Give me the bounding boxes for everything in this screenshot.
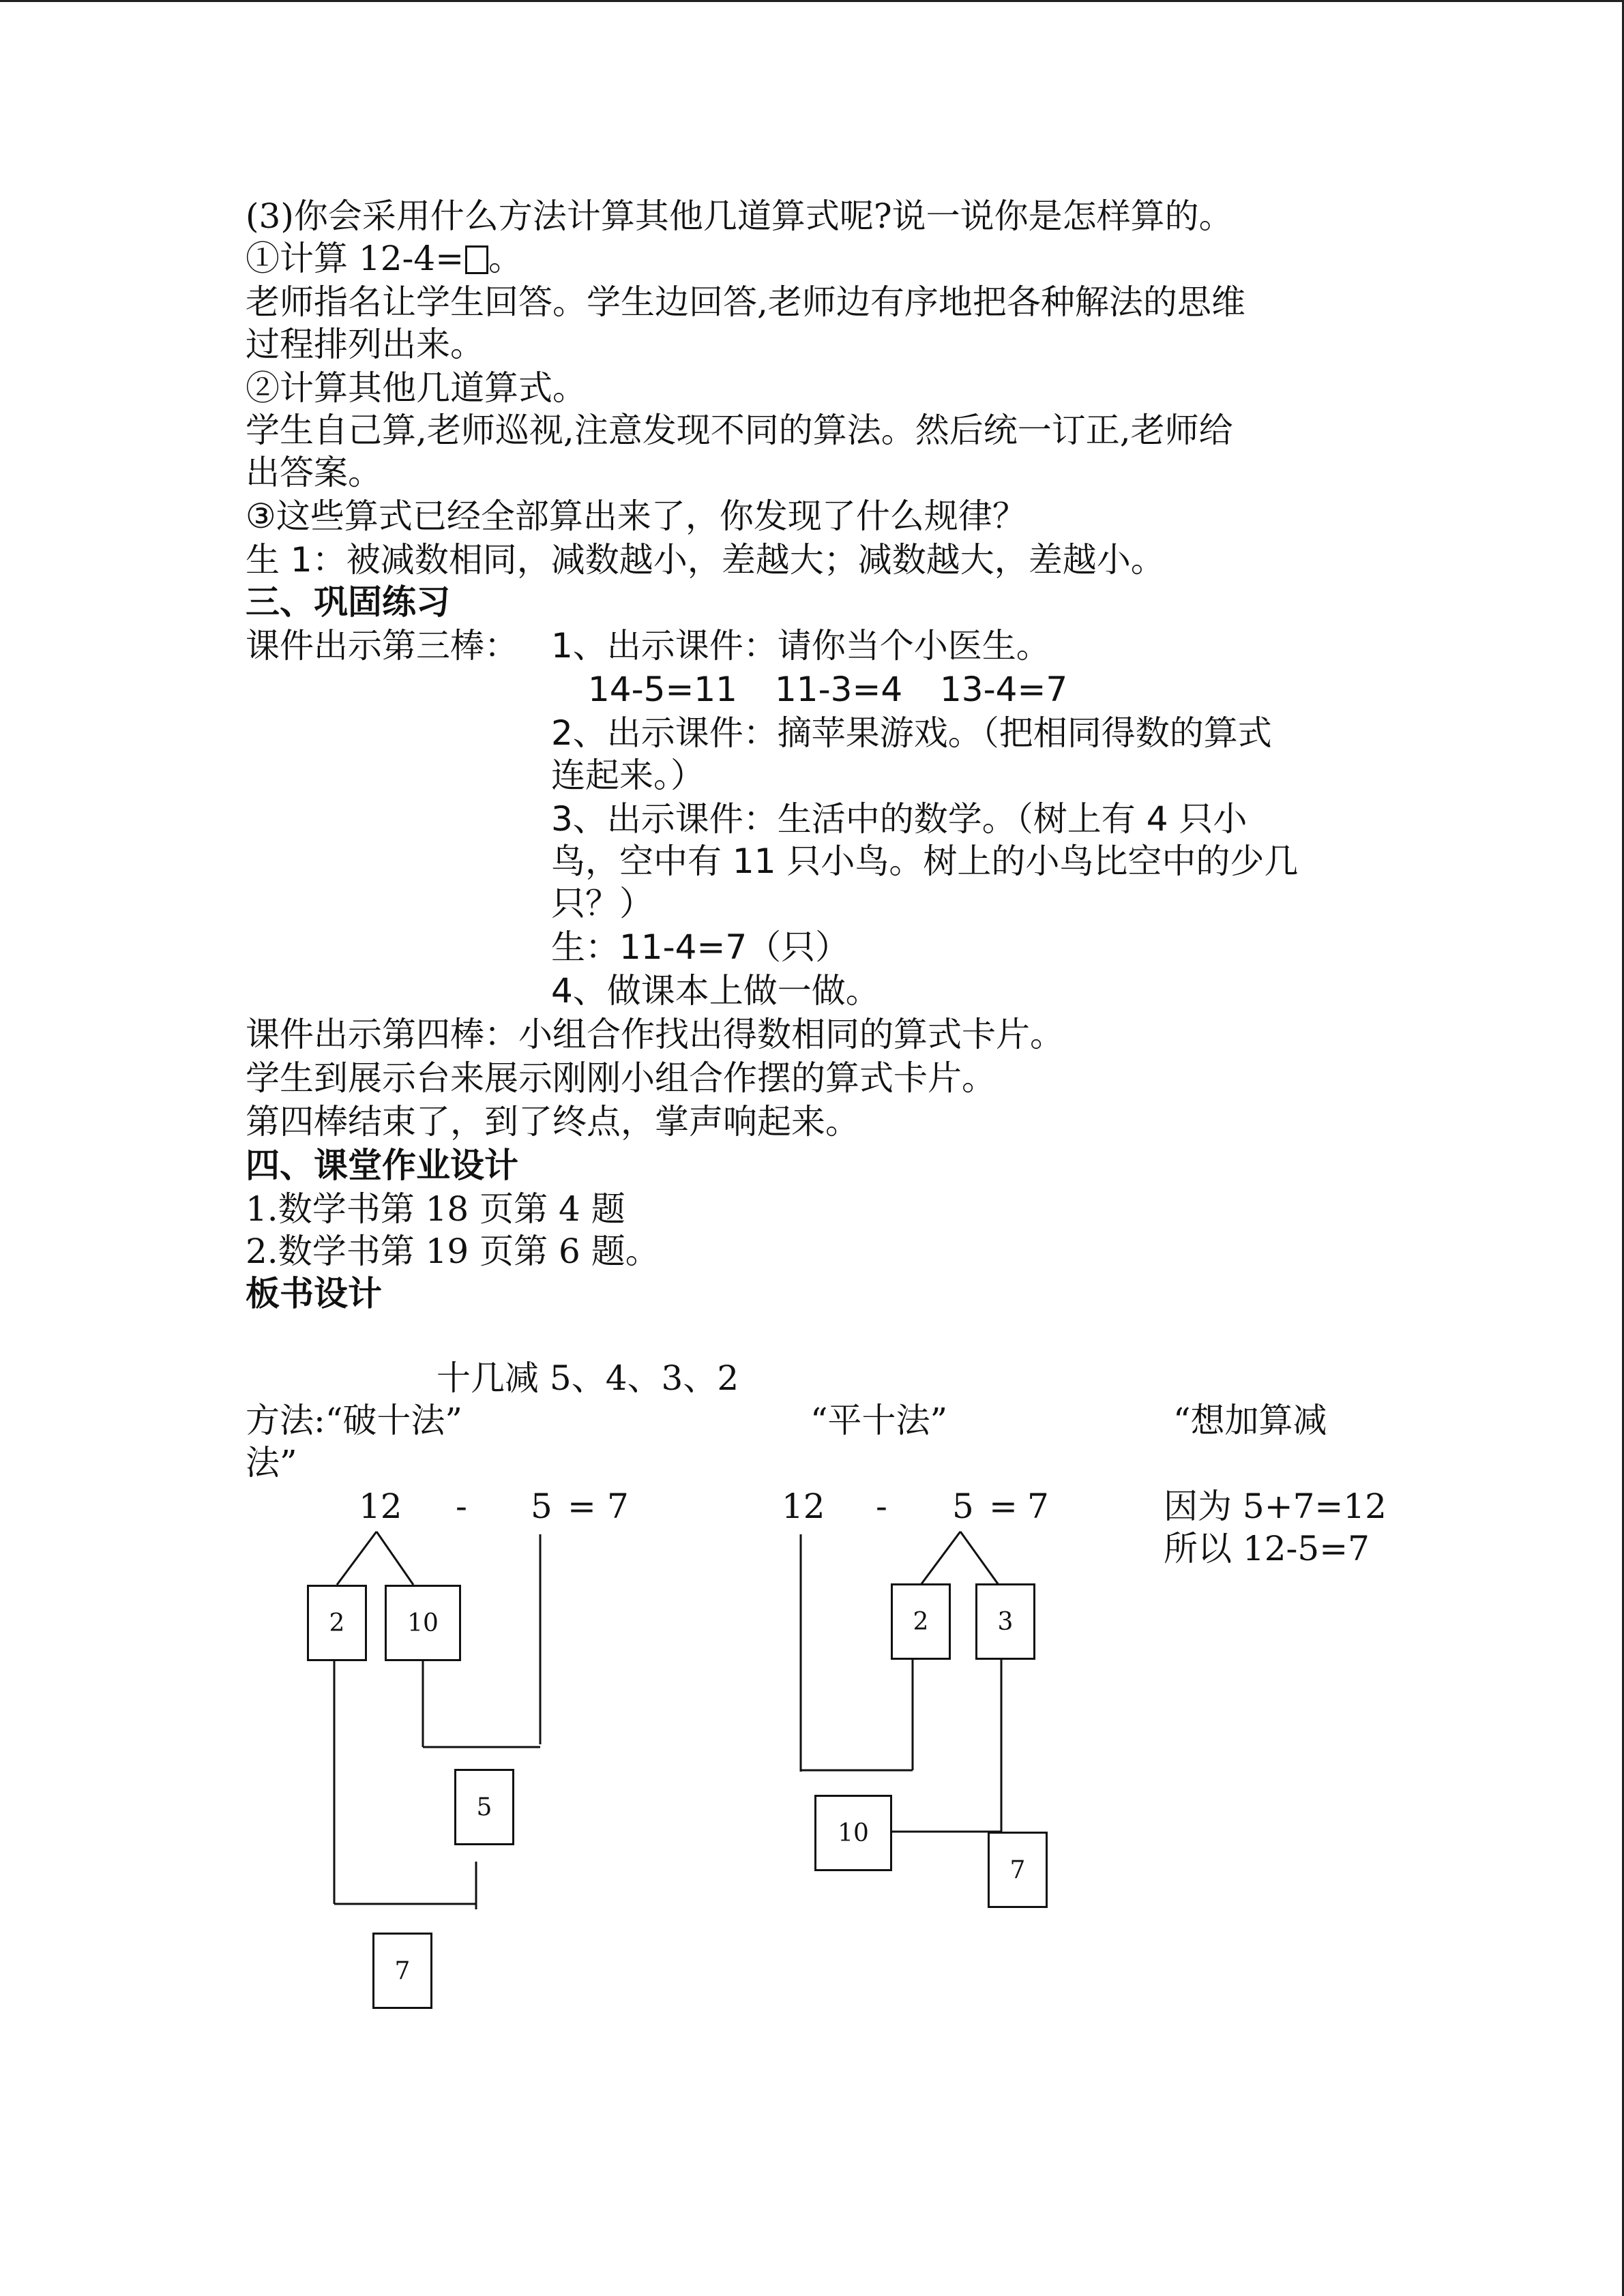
practice-item-3-b: 鸟，空中有 11 只小鸟。树上的小鸟比空中的少几 [551,841,1299,881]
d2-minus: - [876,1487,887,1526]
homework-heading: 四、课堂作业设计 [246,1146,518,1185]
equation-1: 14-5=11 [588,670,737,709]
d2-number-7: 7 [1027,1487,1049,1526]
show-cards: 学生到展示台来展示刚刚小组合作摆的算式卡片。 [246,1058,996,1098]
d1-minus: - [456,1487,467,1526]
question-3: (3)你会采用什么方法计算其他几道算式呢?说一说你是怎样算的。 [246,196,1233,236]
baton-4: 课件出示第四棒：小组合作找出得数相同的算式卡片。 [246,1015,1064,1054]
practice-item-2-b: 连起来。） [551,756,705,795]
homework-1: 1.数学书第 18 页第 4 题 [246,1189,625,1229]
d1-equals: = [567,1487,596,1526]
equation-3: 13-4=7 [940,670,1068,709]
baton-end: 第四棒结束了，到了终点，掌声响起来。 [246,1102,859,1142]
baton-3-label: 课件出示第三棒： [246,626,518,666]
d1-box-10: 10 [385,1585,461,1661]
d1-number-5: 5 [531,1487,552,1526]
step-2-desc-b: 出答案。 [246,453,382,492]
step-2-desc-a: 学生自己算,老师巡视,注意发现不同的算法。然后统一订正,老师给 [246,411,1233,450]
d1-number-12: 12 [359,1487,402,1526]
board-heading: 板书设计 [246,1274,382,1313]
practice-item-4: 4、做课本上做一做。 [551,971,880,1011]
homework-2: 2.数学书第 19 页第 6 题。 [246,1232,660,1271]
practice-item-2-a: 2、出示课件：摘苹果游戏。（把相同得数的算式 [551,713,1272,753]
method-3-label: “想加算减 [1173,1401,1327,1440]
student-answer: 生：11-4=7（只） [551,927,850,967]
practice-item-1: 1、出示课件：请你当个小医生。 [551,626,1050,666]
equation-2: 11-3=4 [775,670,903,709]
method-1-label: 方法:“破十法” [246,1401,462,1440]
d1-split-right-line [377,1532,413,1585]
d2-split-left-line [921,1532,960,1585]
d2-box-3: 3 [975,1583,1035,1660]
method-1-label-tail: 法” [246,1443,297,1482]
d2-box-2: 2 [891,1583,951,1660]
because-line: 因为 5+7=12 [1164,1487,1387,1526]
step-1-label: ①计算 12-4= 。 [246,239,523,278]
step-2-label: ②计算其他几道算式。 [246,368,587,408]
d2-equals: = [989,1487,1018,1526]
so-line: 所以 12-5=7 [1164,1529,1370,1568]
d1-number-7: 7 [607,1487,629,1526]
practice-heading: 三、巩固练习 [246,582,450,622]
d1-split-left-line [337,1532,377,1585]
student-1-answer: 生 1：被减数相同，减数越小，差越大；减数越大，差越小。 [246,540,1165,580]
d2-box-10: 10 [814,1795,892,1871]
d1-box-5: 5 [454,1769,514,1845]
board-title: 十几减 5、4、3、2 [437,1358,739,1398]
step-1-desc-a: 老师指名让学生回答。学生边回答,老师边有序地把各种解法的思维 [246,282,1245,322]
d2-number-5: 5 [952,1487,974,1526]
d1-box-7: 7 [372,1933,432,2009]
practice-item-3-a: 3、出示课件：生活中的数学。（树上有 4 只小 [551,799,1247,839]
step-1-desc-b: 过程排列出来。 [246,325,484,364]
practice-item-3-c: 只？） [551,884,653,923]
step-3-label: ③这些算式已经全部算出来了，你发现了什么规律？ [246,496,1027,536]
d1-box-2: 2 [307,1585,367,1661]
d2-box-7: 7 [988,1832,1048,1908]
d2-number-12: 12 [782,1487,825,1526]
d2-split-right-line [960,1532,999,1585]
method-2-label: “平十法” [810,1401,948,1440]
